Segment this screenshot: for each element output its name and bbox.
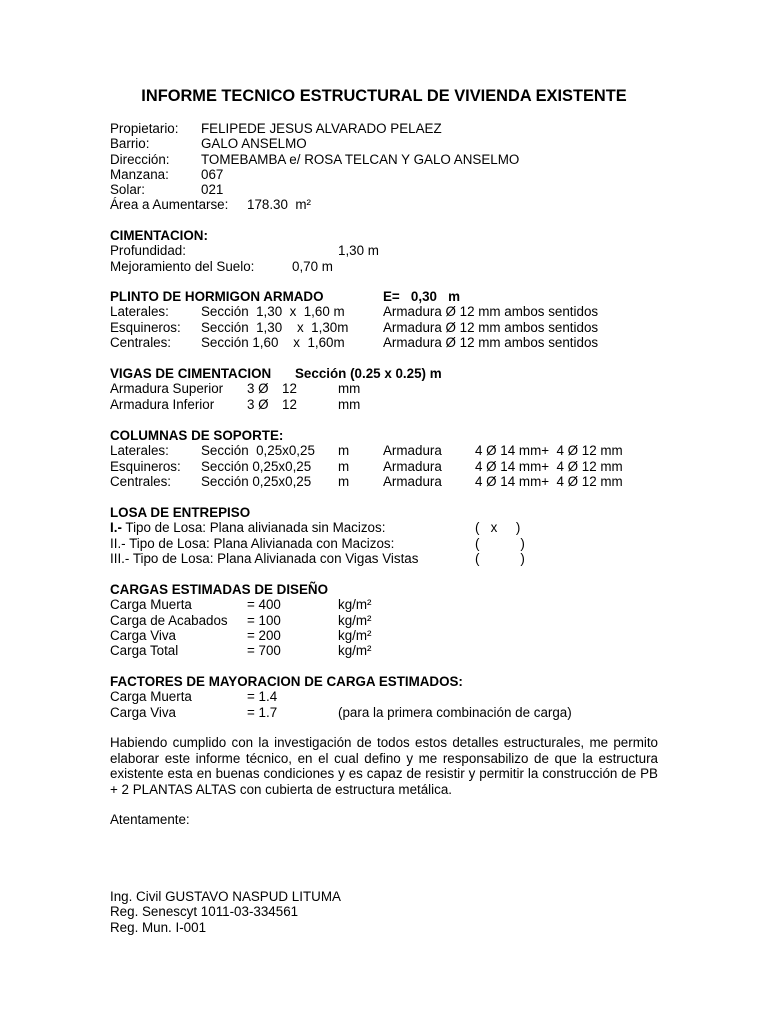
cargas-row-label: Carga Total <box>110 643 179 659</box>
vigas-row-dia: 12 <box>282 381 297 397</box>
closing-row <box>110 812 670 827</box>
plinto-heading-row <box>110 289 670 304</box>
cargas-row <box>110 597 670 612</box>
cimentacion-heading-text: CIMENTACION: <box>110 228 208 243</box>
plinto-row <box>110 335 670 350</box>
cargas-row-unit: kg/m² <box>338 597 372 613</box>
columnas-row-seccion: Sección 0,25x0,25 <box>201 458 312 474</box>
manzana-value: 067 <box>201 166 224 182</box>
signature-name-row <box>110 889 670 904</box>
plinto-row-armadura: Armadura Ø 12 mm ambos sentidos <box>383 334 599 350</box>
vigas-row <box>110 397 670 412</box>
solar-label: Solar: <box>110 182 145 198</box>
cargas-heading: CARGAS ESTIMADAS DE DISEÑO <box>110 582 328 597</box>
vigas-section <box>110 366 670 412</box>
factores-row <box>110 689 670 704</box>
cargas-section <box>110 582 670 658</box>
plinto-row-label: Centrales: <box>110 334 172 350</box>
columnas-row-seccion: Sección 0,25x0,25 <box>201 473 312 489</box>
columnas-row-armadura-label: Armadura <box>383 473 442 489</box>
cargas-row-label: Carga Muerta <box>110 597 192 613</box>
plinto-row-label: Laterales: <box>110 304 169 320</box>
columnas-section <box>110 428 670 489</box>
cargas-row <box>110 613 670 628</box>
closing-text: Atentamente: <box>110 812 190 827</box>
area-value: 178.30 m² <box>247 197 312 213</box>
cargas-row-value: = 700 <box>247 643 281 659</box>
direccion-value: TOMEBAMBA e/ ROSA TELCAN Y GALO ANSELMO <box>201 151 520 167</box>
losa-row-mark: ( ) <box>475 535 525 551</box>
vigas-seccion: Sección (0.25 x 0.25) m <box>295 366 442 381</box>
plinto-section <box>110 289 670 350</box>
plinto-heading: PLINTO DE HORMIGON ARMADO <box>110 289 324 304</box>
solar-value: 021 <box>201 182 224 198</box>
direccion-label: Dirección: <box>110 151 170 167</box>
factores-section <box>110 674 670 720</box>
losa-row <box>110 536 670 551</box>
propietario-row <box>110 121 670 136</box>
vigas-row-unit: mm <box>338 381 361 397</box>
signature-senescyt-row <box>110 904 670 919</box>
plinto-row <box>110 304 670 319</box>
signature-block <box>110 889 670 935</box>
columnas-row <box>110 474 670 489</box>
conclusion-paragraph: Habiendo cumplido con la investigación de todos estos detalles estructurales, me permito elaborar este informe técnico, en el cual defino y me responsabilizo de que la estructura existente esta en buenas condiciones y es capaz de resistir y permitir la construcción de PB + 2 PLANTAS ALTAS con cubierta de estructura metálica. <box>110 735 658 798</box>
columnas-row-armadura: 4 Ø 14 mm+ 4 Ø 12 mm <box>475 473 623 489</box>
cargas-row-value: = 400 <box>247 597 281 613</box>
manzana-row <box>110 167 670 182</box>
plinto-row-seccion: Sección 1,60 x 1,60m <box>201 334 345 350</box>
columnas-heading-row <box>110 428 670 443</box>
cargas-row <box>110 628 670 643</box>
factores-row-value: = 1.7 <box>247 704 278 720</box>
cargas-row-value: = 200 <box>247 627 281 643</box>
losa-row <box>110 520 670 535</box>
cargas-row-unit: kg/m² <box>338 612 372 628</box>
columnas-row-unit: m <box>338 443 350 459</box>
solar-row <box>110 182 670 197</box>
profundidad-value: 1,30 m <box>338 243 379 259</box>
factores-row-value: = 1.4 <box>247 689 278 705</box>
manzana-label: Manzana: <box>110 166 169 182</box>
vigas-row-unit: mm <box>338 396 361 412</box>
barrio-row <box>110 136 670 151</box>
columnas-row-label: Centrales: <box>110 473 172 489</box>
factores-row <box>110 705 670 720</box>
signature-name: Ing. Civil GUSTAVO NASPUD LITUMA <box>110 889 341 904</box>
losa-row <box>110 551 670 566</box>
signature-mun-row <box>110 920 670 935</box>
mejoramiento-row <box>110 259 670 274</box>
cargas-row-label: Carga Viva <box>110 627 176 643</box>
factores-heading-row <box>110 674 670 689</box>
losa-row-mark: ( ) <box>475 550 525 566</box>
direccion-row <box>110 152 670 167</box>
plinto-row-seccion: Sección 1,30 x 1,60 m <box>201 304 345 320</box>
columnas-row-seccion: Sección 0,25x0,25 <box>201 443 315 459</box>
closing-section <box>110 812 670 827</box>
cargas-row <box>110 643 670 658</box>
vigas-heading-row <box>110 366 670 381</box>
cargas-row-unit: kg/m² <box>338 643 372 659</box>
losa-heading-row <box>110 505 670 520</box>
mejoramiento-label: Mejoramiento del Suelo: <box>110 258 255 274</box>
profundidad-label: Profundidad: <box>110 243 186 259</box>
columnas-row <box>110 459 670 474</box>
vigas-row-label: Armadura Superior <box>110 381 224 397</box>
losa-row-text: Tipo de Losa: Plana Alivianada con Macizos: <box>125 535 395 551</box>
losa-row-text: Tipo de Losa: Plana Alivianada con Vigas Vistas <box>129 550 419 566</box>
losa-row-mark: ( x ) <box>475 520 521 536</box>
area-label: Área a Aumentarse: <box>110 197 229 213</box>
cargas-heading-row <box>110 582 670 597</box>
propietario-label: Propietario: <box>110 121 179 136</box>
vigas-row-dia: 12 <box>282 396 297 412</box>
vigas-row-label: Armadura Inferior <box>110 396 215 412</box>
vigas-row-qty: 3 Ø <box>247 381 269 397</box>
plinto-row-armadura: Armadura Ø 12 mm ambos sentidos <box>383 304 599 320</box>
columnas-heading: COLUMNAS DE SOPORTE: <box>110 428 284 443</box>
factores-heading: FACTORES DE MAYORACION DE CARGA ESTIMADOS: <box>110 674 463 689</box>
profundidad-row <box>110 243 670 258</box>
losa-row-num: II.- <box>110 535 126 551</box>
columnas-row <box>110 443 670 458</box>
propietario-value: FELIPEDE JESUS ALVARADO PELAEZ <box>201 121 442 136</box>
vigas-heading: VIGAS DE CIMENTACION <box>110 366 272 381</box>
vigas-row <box>110 381 670 396</box>
cargas-row-unit: kg/m² <box>338 627 372 643</box>
losa-row-num: I.- <box>110 520 122 536</box>
barrio-value: GALO ANSELMO <box>201 136 307 152</box>
columnas-row-armadura-label: Armadura <box>383 443 442 459</box>
losa-row-text: Tipo de Losa: Plana alivianada sin Macizos: <box>121 520 386 536</box>
cimentacion-section <box>110 228 670 274</box>
plinto-row-seccion: Sección 1,30 x 1,30m <box>201 319 349 335</box>
columnas-row-label: Laterales: <box>110 443 169 459</box>
columnas-row-label: Esquineros: <box>110 458 181 474</box>
columnas-row-armadura-label: Armadura <box>383 458 442 474</box>
cargas-row-label: Carga de Acabados <box>110 612 228 628</box>
owner-info-section <box>110 121 670 213</box>
columnas-row-armadura: 4 Ø 14 mm+ 4 Ø 12 mm <box>475 458 623 474</box>
vigas-row-qty: 3 Ø <box>247 396 269 412</box>
plinto-row-label: Esquineros: <box>110 319 181 335</box>
columnas-row-unit: m <box>338 473 350 489</box>
losa-row-num: III.- <box>110 550 130 566</box>
factores-row-label: Carga Muerta <box>110 689 192 705</box>
barrio-label: Barrio: <box>110 136 150 152</box>
columnas-row-armadura: 4 Ø 14 mm+ 4 Ø 12 mm <box>475 443 623 459</box>
columnas-row-unit: m <box>338 458 350 474</box>
cargas-row-value: = 100 <box>247 612 281 628</box>
plinto-row <box>110 320 670 335</box>
document-title: INFORME TECNICO ESTRUCTURAL DE VIVIENDA EXISTENTE <box>141 87 627 105</box>
cimentacion-heading <box>110 228 670 243</box>
factores-row-label: Carga Viva <box>110 704 176 720</box>
losa-section <box>110 505 670 566</box>
plinto-row-armadura: Armadura Ø 12 mm ambos sentidos <box>383 319 599 335</box>
factores-row-note: (para la primera combinación de carga) <box>338 704 572 720</box>
losa-heading: LOSA DE ENTREPISO <box>110 505 251 520</box>
signature-reg-senescyt: Reg. Senescyt 1011-03-334561 <box>110 904 299 920</box>
mejoramiento-value: 0,70 m <box>292 258 333 274</box>
plinto-e-value: E= 0,30 m <box>383 289 461 304</box>
signature-reg-mun: Reg. Mun. I-001 <box>110 919 207 935</box>
area-row <box>110 197 670 212</box>
